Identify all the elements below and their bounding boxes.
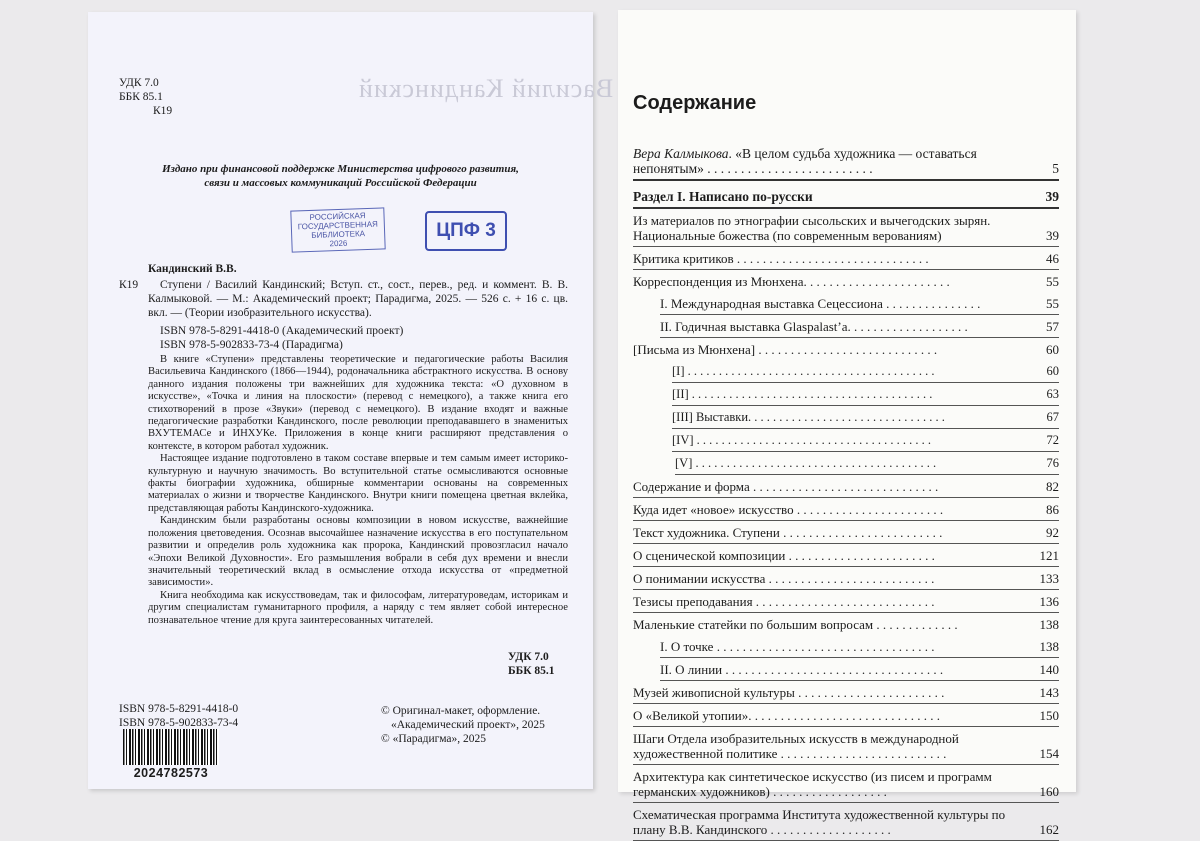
toc-entry-page: 60 [1046, 364, 1059, 378]
toc-entry-page: 136 [1039, 594, 1059, 609]
isbn-bottom: ISBN 978-5-8291-4418-0 ISBN 978-5-902833-73-4 [119, 703, 239, 729]
toc-entry [633, 544, 1059, 567]
toc-entry-page: 46 [1046, 251, 1059, 266]
toc-entry-page: 5 [1052, 161, 1059, 176]
toc-entry [633, 475, 1059, 498]
toc-entry-title: Архитектура как синтетическое искусство (из писем и программ германских художников) . . . . . . . . . . . . . . . . . . [633, 769, 992, 799]
toc-entry [660, 292, 1059, 315]
toc-entry [633, 681, 1059, 704]
toc-entry-page: 60 [1046, 342, 1059, 357]
barcode [123, 729, 219, 765]
toc-entry-title: О «Великой утопии». . . . . . . . . . . . . . . . . . . . . . . . . . . . . . [633, 708, 941, 723]
toc-entry-title: Схематическая программа Института художественной культуры по плану В.В. Кандинского . . . . . . . . . . . . . . . . . . . [633, 807, 1006, 837]
bleed-through-title: Василий Кандинский [358, 74, 614, 103]
udk-bottom: УДК 7.0 ББК 85.1 [508, 651, 555, 677]
toc-entry-title: Текст художника. Ступени . . . . . . . . . . . . . . . . . . . . . . . . . [633, 525, 943, 540]
toc-entry-title: [IV] . . . . . . . . . . . . . . . . . . . . . . . . . . . . . . . . . . . . . . [672, 433, 932, 447]
contents-page [618, 10, 1076, 837]
copyright-block: © Оригинал-макет, оформление. «Академический проект», 2025 © «Парадигма», 2025 [381, 705, 545, 745]
toc-entry-page: 160 [1039, 784, 1059, 799]
toc-entry-title: [I] . . . . . . . . . . . . . . . . . . . . . . . . . . . . . . . . . . . . . . . . [672, 364, 935, 378]
toc-entry-title: Маленькие статейки по большим вопросам . . . . . . . . . . . . . [633, 617, 958, 632]
toc-entry [633, 247, 1059, 270]
toc-entry-title: Шаги Отдела изобразительных искусств в международной художественной политике . . . . . . . . . . . . . . . . . . . . . . . . . . [633, 731, 959, 761]
toc-entry-title: Критика критиков . . . . . . . . . . . . . . . . . . . . . . . . . . . . . . [633, 251, 929, 266]
funding-note: Издано при финансовой поддержке Министерства цифрового развития, связи и массовых коммуникаций Российской Федерации [162, 163, 519, 189]
toc-entry-page: 86 [1046, 502, 1059, 517]
toc-entry-title: Тезисы преподавания . . . . . . . . . . . . . . . . . . . . . . . . . . . . [633, 594, 935, 609]
toc-entry-title: Содержание и форма . . . . . . . . . . . . . . . . . . . . . . . . . . . . . [633, 479, 939, 494]
imprint-page [88, 12, 614, 789]
toc-entry [633, 181, 1059, 209]
cpf-stamp: ЦПФ 3 [425, 211, 507, 251]
toc-entry [660, 658, 1059, 681]
toc-entry [660, 635, 1059, 658]
toc-entry-title: II. Годичная выставка Glaspalast’а. . . . . . . . . . . . . . . . . . . [660, 319, 968, 334]
toc-entry-title: [II] . . . . . . . . . . . . . . . . . . . . . . . . . . . . . . . . . . . . . . . [672, 387, 933, 401]
toc-entry [633, 727, 1059, 765]
toc-entry-title: Музей живописной культуры . . . . . . . . . . . . . . . . . . . . . . . [633, 685, 945, 700]
toc-entry [672, 406, 1059, 429]
class-mark: К19 [119, 279, 139, 291]
toc-entry-title: I. Международная выставка Сецессиона . . . . . . . . . . . . . . . [660, 296, 981, 311]
barcode-number: 2024782573 [133, 766, 209, 780]
toc-entry [633, 498, 1059, 521]
toc-entry-title: Из материалов по этнографии сысольских и вычегодских зырян. Национальные божества (по современным верованиям) [633, 213, 991, 243]
toc-entry-title: [III] Выставки. . . . . . . . . . . . . . . . . . . . . . . . . . . . . . . . [672, 410, 945, 424]
toc-entry-page: 55 [1046, 274, 1059, 289]
toc-entry-title: I. О точке . . . . . . . . . . . . . . . . . . . . . . . . . . . . . . . . . . [660, 639, 935, 654]
toc-entry [672, 429, 1059, 452]
toc-entry [633, 590, 1059, 613]
annotation-paragraph: Настоящее издание подготовлено в таком составе впервые и тем самым имеет историко-культурную и научную значимость. Во вступительной статье осмысливаются основные факты биографии художника, обширные комментарии основаны на современных материалах о жизни и творчестве Кандинского. Внутри книги помещена цветная вклейка, представляющая работы Кандинского-художника. [148, 453, 568, 514]
toc-entry [672, 383, 1059, 406]
toc-entry-page: 67 [1046, 410, 1059, 424]
toc-entry-title: О понимании искусства . . . . . . . . . . . . . . . . . . . . . . . . . . [633, 571, 935, 586]
toc-entry-title: Куда идет «новое» искусство . . . . . . . . . . . . . . . . . . . . . . . [633, 502, 944, 517]
toc-entry-page: 39 [1045, 189, 1059, 204]
annotation-paragraph: Книга необходима как искусствоведам, так и философам, литературоведам, историкам и другим специалистам гуманитарного профиля, а наряду с тем являет собой интересное познавательное чтение для круга заинтересованных читателей. [148, 589, 568, 626]
toc-entry-title: О сценической композиции . . . . . . . . . . . . . . . . . . . . . . . [633, 548, 935, 563]
toc-entry [660, 315, 1059, 338]
toc-entry-page: 138 [1039, 617, 1059, 632]
toc-entry-page: 82 [1046, 479, 1059, 494]
toc-entry [633, 803, 1059, 841]
annotation-paragraph: Кандинским были разработаны основы композиции в новом искусстве, важнейшие положения цветоведения. Осознав высочайшее назначение искусства в его поступательном развитии и определив роль художника как пророка, Кандинский провозгласил начало «Эпохи Великой Духовности». Его размышления вобрали в себя дух времени и внесли значительный теоретический вклад в осмысление отхода искусства от «предметной зависимости». [148, 515, 568, 589]
author-heading: Кандинский В.В. [148, 263, 237, 275]
udk-block [119, 76, 172, 118]
toc-entry [633, 613, 1059, 635]
isbn-block: ISBN 978-5-8291-4418-0 (Академический проект) ISBN 978-5-902833-73-4 (Парадигма) [160, 325, 404, 351]
toc-entry-page: 143 [1039, 685, 1059, 700]
toc-entry-page: 72 [1046, 433, 1059, 447]
toc-entry [633, 765, 1059, 803]
toc-entry-page: 92 [1046, 525, 1059, 540]
toc-entry-page: 162 [1039, 822, 1059, 837]
author-mark: К19 [153, 105, 173, 117]
toc-entry-title: Раздел I. Написано по-русски [633, 189, 813, 204]
annotation-paragraph: В книге «Ступени» представлены теоретические и педагогические работы Василия Васильевича Кандинского (1866—1944), родоначальника абстрактного искусства. В основу данного издания положены три важнейших для художника текста: «О духовном в искусстве», «Точка и линия на плоскости» (перевод с немецкого), а также книга его стихотворений в прозе «Звуки» (перевод с немецкого). В издание входят и важные педагогические разработки Кандинского, после революции преподававшего в знаменитых ВХУТЕМАСе и ИНХУКе. Приложения в конце книги расширяют представления о контексте, в котором работал художник. [148, 354, 568, 452]
toc-entry [633, 521, 1059, 544]
page-title: Содержание [633, 92, 757, 114]
table-of-contents [633, 142, 1059, 841]
toc-entry [633, 209, 1059, 247]
toc-entry-page: 57 [1046, 319, 1059, 334]
toc-entry-page: 140 [1039, 662, 1059, 677]
bbk-line: ББК 85.1 [119, 91, 163, 103]
toc-entry [672, 360, 1059, 383]
toc-entry-page: 39 [1046, 228, 1059, 243]
toc-entry-title: II. О линии . . . . . . . . . . . . . . . . . . . . . . . . . . . . . . . . . . [660, 662, 944, 677]
toc-entry-author: Вера Калмыкова [633, 146, 729, 161]
toc-entry [675, 452, 1059, 475]
toc-entry-page: 154 [1039, 746, 1059, 761]
library-stamp: РОССИЙСКАЯ ГОСУДАРСТВЕННАЯ БИБЛИОТЕКА 2026 [290, 207, 385, 252]
toc-entry-page: 133 [1039, 571, 1059, 586]
toc-entry [633, 704, 1059, 727]
toc-entry-title: [Письма из Мюнхена] . . . . . . . . . . . . . . . . . . . . . . . . . . . . [633, 342, 938, 357]
toc-entry [633, 270, 1059, 292]
toc-entry-page: 150 [1039, 708, 1059, 723]
toc-entry-title: [V] . . . . . . . . . . . . . . . . . . . . . . . . . . . . . . . . . . . . . . . [675, 456, 937, 470]
toc-entry-page: 63 [1046, 387, 1059, 401]
toc-entry-page: 121 [1039, 548, 1059, 563]
toc-entry-page: 138 [1039, 639, 1059, 654]
toc-entry [633, 567, 1059, 590]
toc-entry-title: . «В целом судьба художника — оставаться непонятым» . . . . . . . . . . . . . . . . . . . . . . . . . [633, 146, 977, 176]
udk-line: УДК 7.0 [119, 77, 159, 89]
toc-entry [633, 338, 1059, 360]
toc-entry-page: 76 [1046, 456, 1059, 470]
bibliographic-record: Ступени / Василий Кандинский; Вступ. ст., сост., перев., ред. и коммент. В. В. Калмыковой. — М.: Академический проект; Парадигма, 2025. — 526 с. + 16 с. цв. вкл. — (Теории изобразительного искусства). [148, 279, 568, 319]
toc-entry-page: 55 [1046, 296, 1059, 311]
toc-entry-title: Корреспонденция из Мюнхена. . . . . . . . . . . . . . . . . . . . . . . [633, 274, 950, 289]
toc-entry [633, 142, 1059, 181]
annotation [148, 354, 568, 627]
